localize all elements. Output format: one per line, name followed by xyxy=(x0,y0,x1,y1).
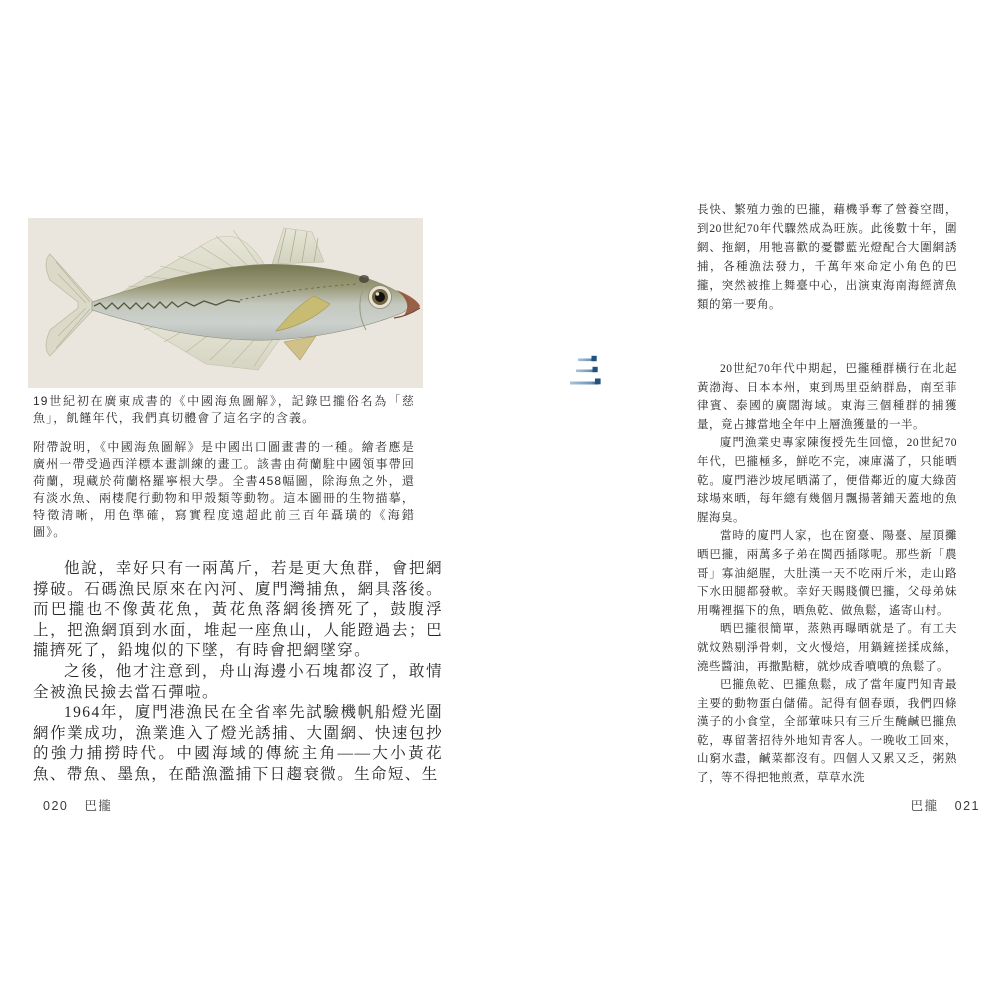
body-paragraph: 當時的廈門人家，也在窗臺、陽臺、屋頂攤晒巴攏，兩萬多子弟在閩西插隊呢。那些新「農哥」寡油絕腥，大肚漢一天不吃兩斤米，走山路下水田腿都發軟。幸好天賜賤價巴攏，父母弟妹用嘴裡摳下的魚，晒魚乾、做魚鬆，遙寄山村。 xyxy=(697,530,957,617)
body-paragraph: 之後，他才注意到，舟山海邊小石塊都沒了，敢情全被漁民撿去當石彈啦。 xyxy=(33,662,443,701)
fish-eye-highlight xyxy=(376,292,379,295)
page-number: 021 xyxy=(954,799,980,813)
caption-paragraph-2: 附帶說明，《中國海魚圖解》是中國出口圖畫書的一種。繪者應是廣州一帶受過西洋標本畫訓練的畫工。該書由荷蘭駐中國領事帶回荷蘭，現藏於荷蘭格羅寧根大學。全書458幅圖，除海魚之外，還有淡水魚、兩棲爬行動物和甲殼類等動物。這本圖冊的生物描摹，特徵清晰，用色準確，寫實程度遠超此前三百年聶璜的《海錯圖》。 xyxy=(33,440,415,539)
right-page-body-section xyxy=(697,360,957,788)
body-paragraph: 晒巴攏很簡單，蒸熟再曝晒就是了。有工夫就炆熟剔淨骨刺，文火慢焙，用鍋鏟搓揉成絲，澆些醬油，再撒點糖，就炒成香噴噴的魚鬆了。 xyxy=(697,623,957,673)
section-number-three xyxy=(568,351,606,395)
left-page-footer xyxy=(43,796,112,814)
spiny-dorsal-fin xyxy=(272,228,324,264)
pelvic-fin xyxy=(284,336,316,360)
figure-caption xyxy=(33,393,415,553)
body-paragraph: 他說，幸好只有一兩萬斤，若是更大魚群，會把網撐破。石碼漁民原來在內河、廈門灣捕魚，網具落後。而巴攏也不像黃花魚，黃花魚落網後擠死了，鼓腹浮上，把漁網頂到水面，堆起一座魚山，人能蹬過去；巴攏擠死了，鉛塊似的下墜，有時會把網墜穿。 xyxy=(33,560,443,660)
body-paragraph: 廈門漁業史專家陳復授先生回憶，20世紀70年代，巴攏極多，鮮吃不完，凍庫滿了，只能晒乾。廈門港沙坡尾晒滿了，便借鄰近的廈大綠茵球場來晒，每年總有幾個月飄揚著鋪天蓋地的魚腥海臭。 xyxy=(697,437,957,524)
fish-artwork-svg xyxy=(28,218,423,388)
tail-fin xyxy=(46,254,94,356)
opercle-spot xyxy=(359,275,369,283)
fish-illustration xyxy=(28,218,423,388)
right-page-footer xyxy=(697,796,980,814)
right-page-body-continuation xyxy=(697,201,957,315)
body-paragraph: 20世紀70年代中期起，巴攏種群橫行在北起黃渤海、日本本州，東到馬里亞納群島，南至菲律賓、泰國的廣闊海域。東海三個種群的捕獲量，竟占據當地全年中上層漁獲量的一半。 xyxy=(697,363,957,431)
left-page-body xyxy=(33,559,443,786)
chapter-title: 巴攏 xyxy=(910,799,939,813)
chapter-title: 巴攏 xyxy=(84,799,113,813)
page-number: 020 xyxy=(43,799,69,813)
body-paragraph: 長快、繁殖力強的巴攏，藉機爭奪了營養空間，到20世紀70年代驟然成為旺族。此後數十年，圍網、拖網，用牠喜歡的憂鬱藍光燈配合大圍網誘捕，各種漁法發力，千萬年來命定小角色的巴攏，突然被推上舞臺中心，出演東海南海經濟魚類的第一要角。 xyxy=(697,204,957,311)
caption-paragraph-1: 19世紀初在廣東成書的《中國海魚圖解》，記錄巴攏俗名為「慈魚」，飢饉年代，我們真切體會了這名字的含義。 xyxy=(33,394,415,425)
body-paragraph: 巴攏魚乾、巴攏魚鬆，成了當年廈門知青最主要的動物蛋白儲備。記得有個春頭，我們四條漢子的小食堂，全部葷味只有三斤生醃鹹巴攏魚乾，專留著招待外地知青客人。一晚收工回來，山窮水盡，鹹菜都沒有。四個人又累又乏，粥熟了，等不得把牠煎煮，草草水洗 xyxy=(697,679,957,785)
body-paragraph: 1964年，廈門港漁民在全省率先試驗機帆船燈光圍網作業成功，漁業進入了燈光誘捕、大圍網、快速包抄的強力捕撈時代。中國海域的傳統主角——大小黃花魚、帶魚、墨魚，在酷漁濫捕下日趨衰微。生命短、生 xyxy=(33,704,443,783)
section-numeral-icon xyxy=(568,351,606,395)
